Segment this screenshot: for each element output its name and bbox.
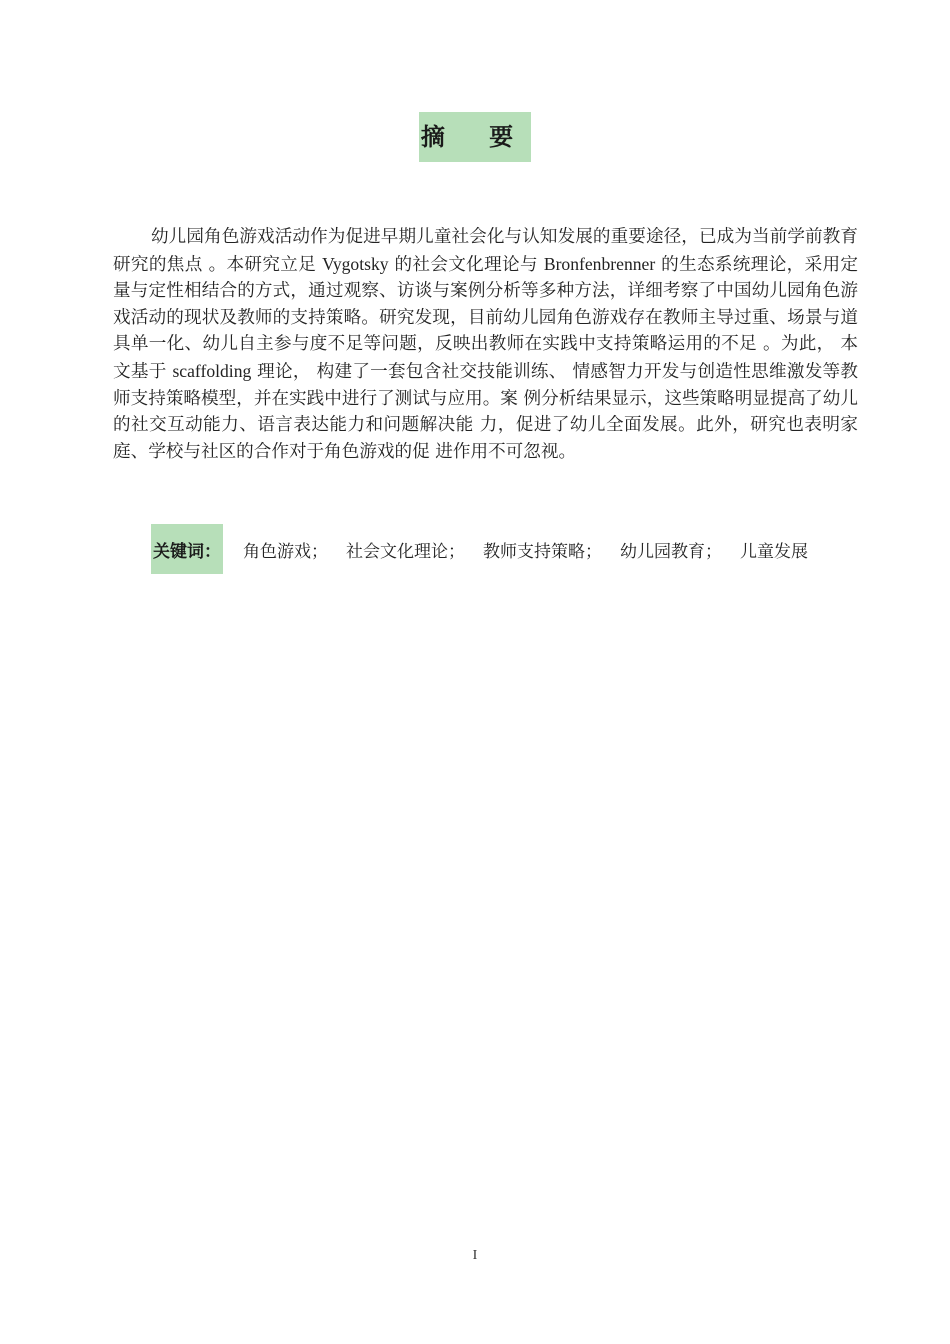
keyword-item: 角色游戏； — [243, 541, 328, 562]
title-container — [0, 112, 950, 162]
keyword-item: 社会文化理论； — [346, 541, 465, 562]
keyword-item: 教师支持策略； — [483, 541, 602, 562]
abstract-text-1: 幼儿园角色游戏活动作为促进早期儿童社会化与认知发展的重要途径，已成为当前学前教育研究的焦点 。本研究立足 — [113, 227, 858, 275]
term-vygotsky: Vygotsky — [322, 253, 389, 274]
keywords-label: 关键词： — [151, 524, 223, 574]
keyword-item: 幼儿园教育； — [620, 541, 722, 562]
abstract-title: 摘 要 — [419, 112, 531, 162]
abstract-paragraph — [113, 224, 858, 465]
keyword-item: 儿童发展 — [740, 541, 808, 562]
abstract-text-3: 的生态系统理论，采用定量与定性相结合的方式，通过观察、访谈与案例分析等多种方法，详细考察了中国幼儿园角色游戏活动的现状及教师的支持策略。研究发现，目前幼儿园角色游戏存在教师主导过重、场景与道具单一化、幼儿自主参与度不足等问题，反映出教师在实践中支持策略运用的不足 。为此， 本文基于 — [113, 254, 859, 382]
page-number: I — [472, 1248, 478, 1263]
abstract-text-2: 的社会文化理论与 — [388, 254, 544, 275]
abstract-text-4: 理论， 构建了一套包含社交技能训练、 情感智力开发与创造性思维激发等教师支持策略模型，并在实践中进行了测试与应用。案 例分析结果显示，这些策略明显提高了幼儿的社交互动能力、语言表达能力和问题解决能 力，促进了幼儿全面发展。此外，研究也表明家庭、学校与社区的合作对于角色游戏的促 进作用不可忽视。 — [113, 361, 859, 462]
term-scaffolding: scaffolding — [172, 360, 252, 381]
term-bronfenbrenner: Bronfenbrenner — [543, 253, 656, 274]
keywords-line — [151, 524, 808, 574]
